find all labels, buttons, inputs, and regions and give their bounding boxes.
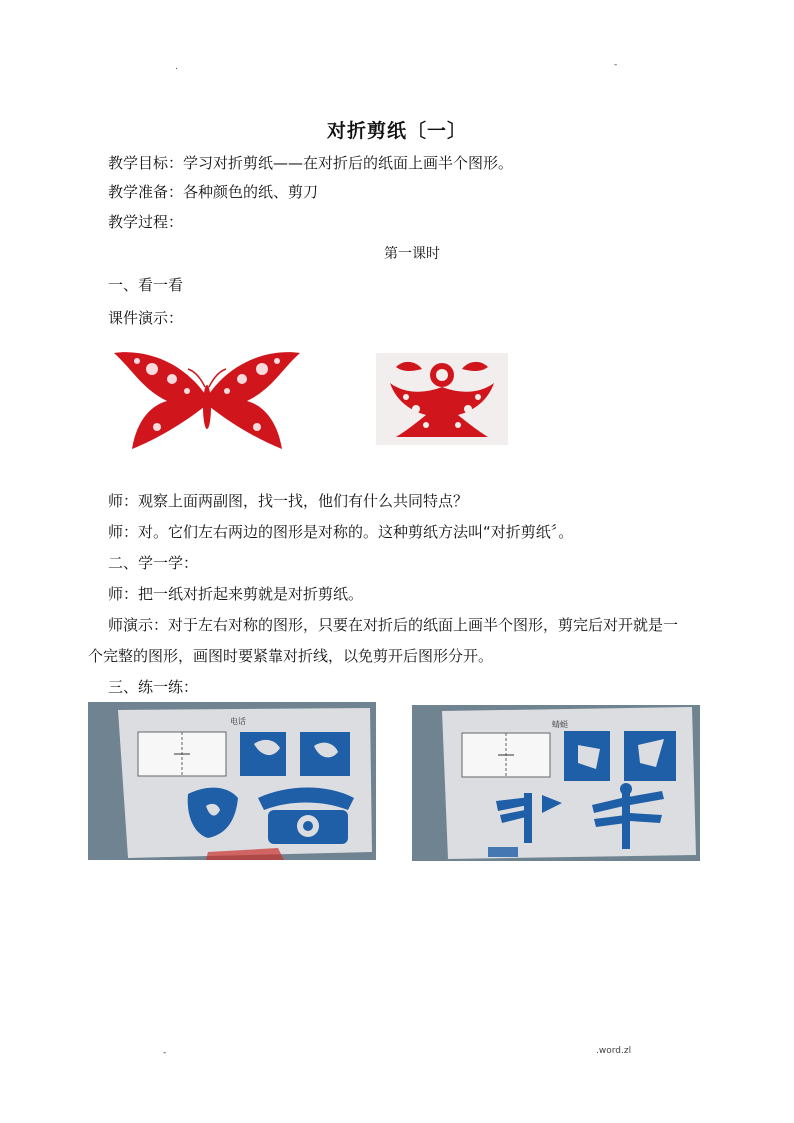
teacher-demo-line-1: 师演示：对于左右对称的图形，只要在对折后的纸面上画半个图形，剪完后对开就是一 [108,616,679,634]
teacher-explanation-1: 师：把一纸对折起来剪就是对折剪纸。 [108,585,364,603]
section-practice: 三、练一练： [108,678,199,696]
footer-left-mark: - [163,1048,167,1058]
section-learn: 二、学一学： [108,554,199,572]
teacher-answer-symmetric: 师：对。它们左右两边的图形是对称的。这种剪纸方法叫“对折剪纸〞。 [108,523,574,541]
header-left-mark: . [175,62,178,72]
footer-right-mark: .word.zl [596,1046,632,1056]
page-title: 对折剪纸〔一〕 [326,120,467,142]
teacher-question-1: 师：观察上面两副图，找一找，他们有什么共同特点？ [108,492,469,510]
flower-papercut-image [376,353,508,445]
teaching-goal: 教学目标：学习对折剪纸——在对折后的纸面上画半个图形。 [108,154,514,172]
teaching-preparation: 教学准备：各种颜色的纸、剪刀 [108,183,319,201]
header-right-mark: - [614,60,618,70]
dragonfly-practice-photo [412,705,700,861]
telephone-caption: 电话 [230,717,246,726]
teacher-demo-line-2: 个完整的图形，画图时要紧靠对折线，以免剪开后图形分开。 [88,647,494,665]
lesson-heading: 第一课时 [384,246,440,262]
dragonfly-caption: 蜻蜓 [552,720,568,729]
section-look: 一、看一看 [108,276,184,294]
courseware-demo: 课件演示： [108,309,184,327]
teaching-process: 教学过程： [108,213,184,231]
telephone-practice-photo [88,702,376,860]
butterfly-papercut-image [112,349,302,453]
